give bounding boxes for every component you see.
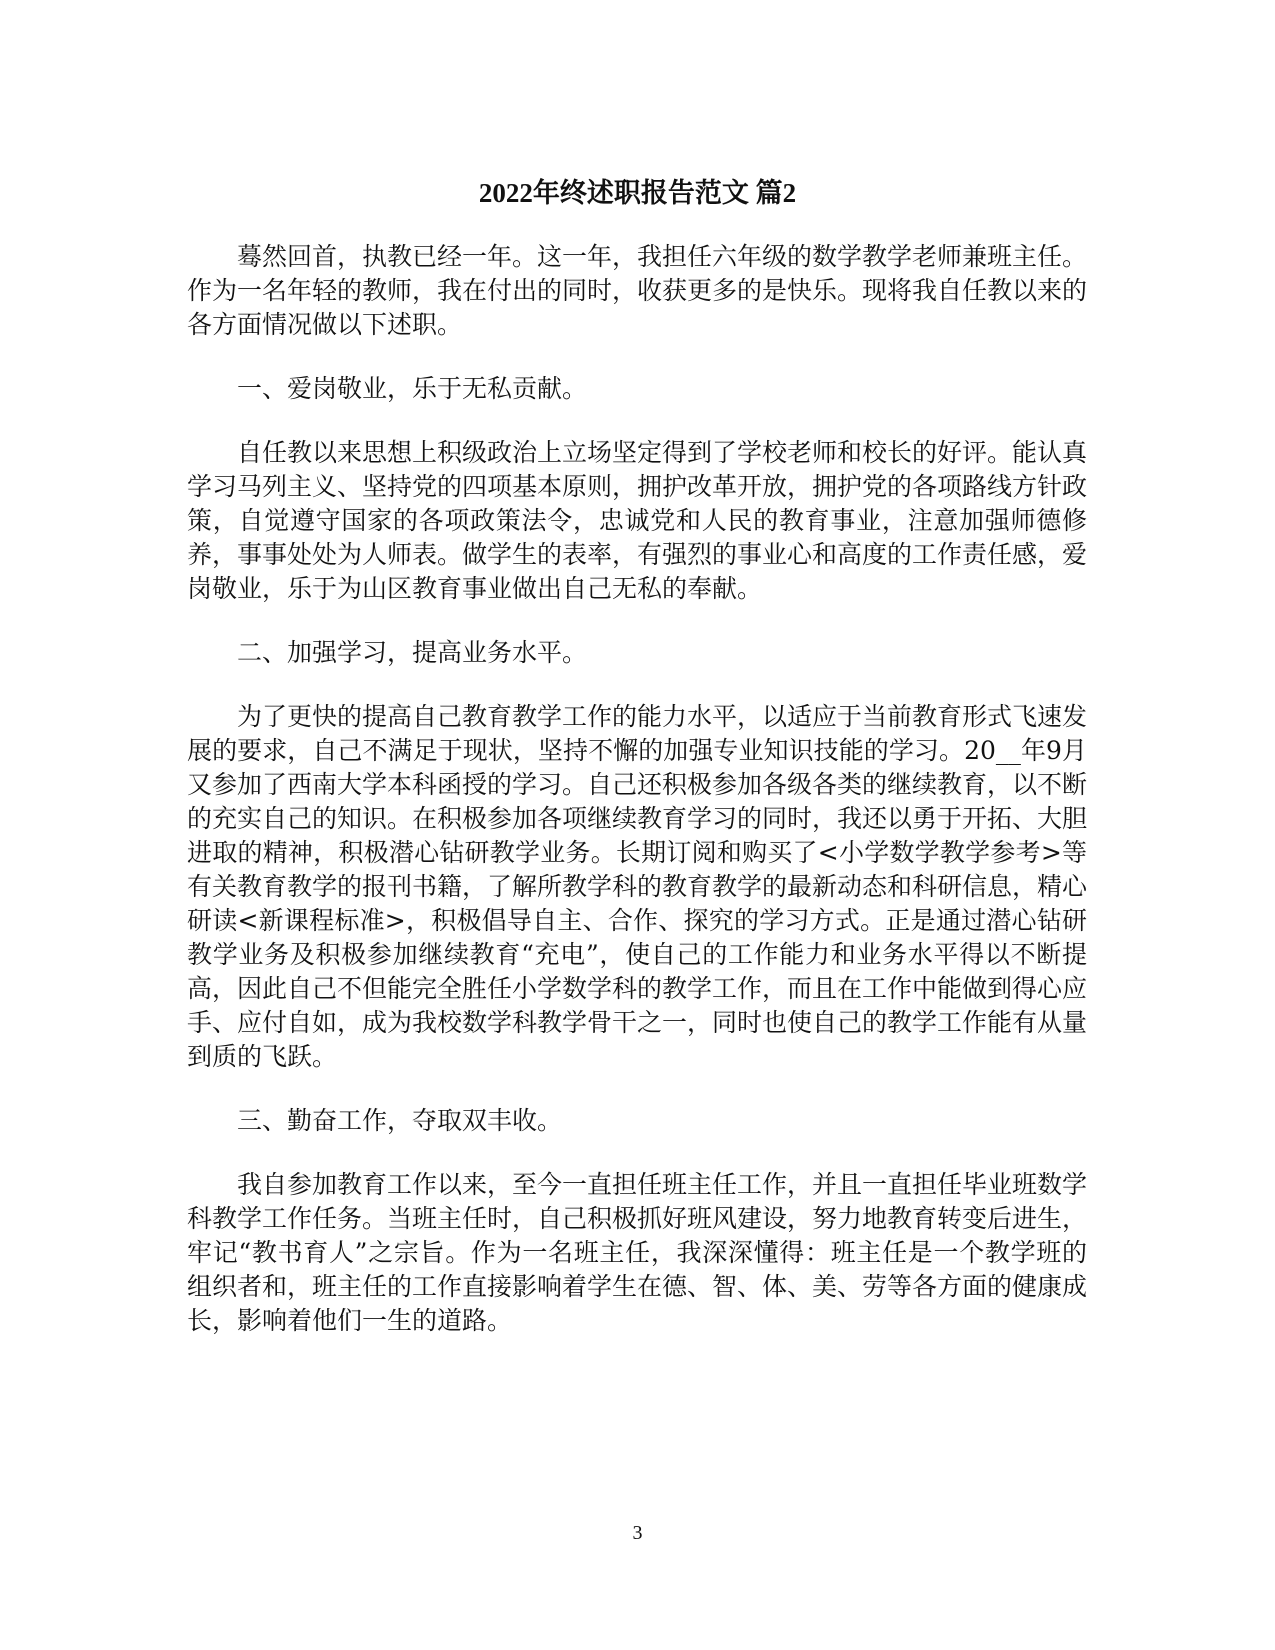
section-paragraph-3: 我自参加教育工作以来，至今一直担任班主任工作，并且一直担任毕业班数学科教学工作任务。当班主任时，自己积极抓好班风建设，努力地教育转变后进生，牢记“教书育人”之宗旨。作为一名班主任，我深深懂得：班主任是一个教学班的组织者和，班主任的工作直接影响着学生在德、智、体、美、劳等各方面的健康成长，影响着他们一生的道路。: [187, 1170, 1088, 1335]
section-heading-1: 一、爱岗敬业，乐于无私贡献。: [237, 374, 588, 403]
intro-paragraph: 蓦然回首，执教已经一年。这一年，我担任六年级的数学教学老师兼班主任。作为一名年轻的教师，我在付出的同时，收获更多的是快乐。现将我自任教以来的各方面情况做以下述职。: [187, 242, 1088, 339]
section-paragraph-1: 自任教以来思想上积级政治上立场坚定得到了学校老师和校长的好评。能认真学习马列主义、坚持党的四项基本原则，拥护改革开放，拥护党的各项路线方针政策，自觉遵守国家的各项政策法令，忠诚党和人民的教育事业，注意加强师德修养，事事处处为人师表。做学生的表率，有强烈的事业心和高度的工作责任感，爱岗敬业，乐于为山区教育事业做出自己无私的奉献。: [187, 438, 1088, 603]
section-paragraph-2: 为了更快的提高自己教育教学工作的能力水平，以适应于当前教育形式飞速发展的要求，自己不满足于现状，坚持不懈的加强专业知识技能的学习。20__年9月又参加了西南大学本科函授的学习。自己还积极参加各级各类的继续教育，以不断的充实自己的知识。在积极参加各项继续教育学习的同时，我还以勇于开拓、大胆进取的精神，积极潜心钻研教学业务。长期订阅和购买了<小学数学教学参考>等有关教育教学的报刊书籍，了解所教学科的教育教学的最新动态和科研信息，精心研读<新课程标准>，积极倡导自主、合作、探究的学习方式。正是通过潜心钻研教学业务及积极参加继续教育“充电”，使自己的工作能力和业务水平得以不断提高，因此自己不但能完全胜任小学数学科的教学工作，而且在工作中能做到得心应手、应付自如，成为我校数学科教学骨干之一，同时也使自己的教学工作能有从量到质的飞跃。: [187, 702, 1088, 1071]
document-body: [187, 240, 1087, 1368]
page-title: 2022年终述职报告范文 篇2: [478, 178, 797, 208]
page-number: 3: [632, 1522, 643, 1544]
section-heading-2: 二、加强学习，提高业务水平。: [237, 638, 588, 667]
section-heading-3: 三、勤奋工作，夺取双丰收。: [237, 1106, 563, 1135]
